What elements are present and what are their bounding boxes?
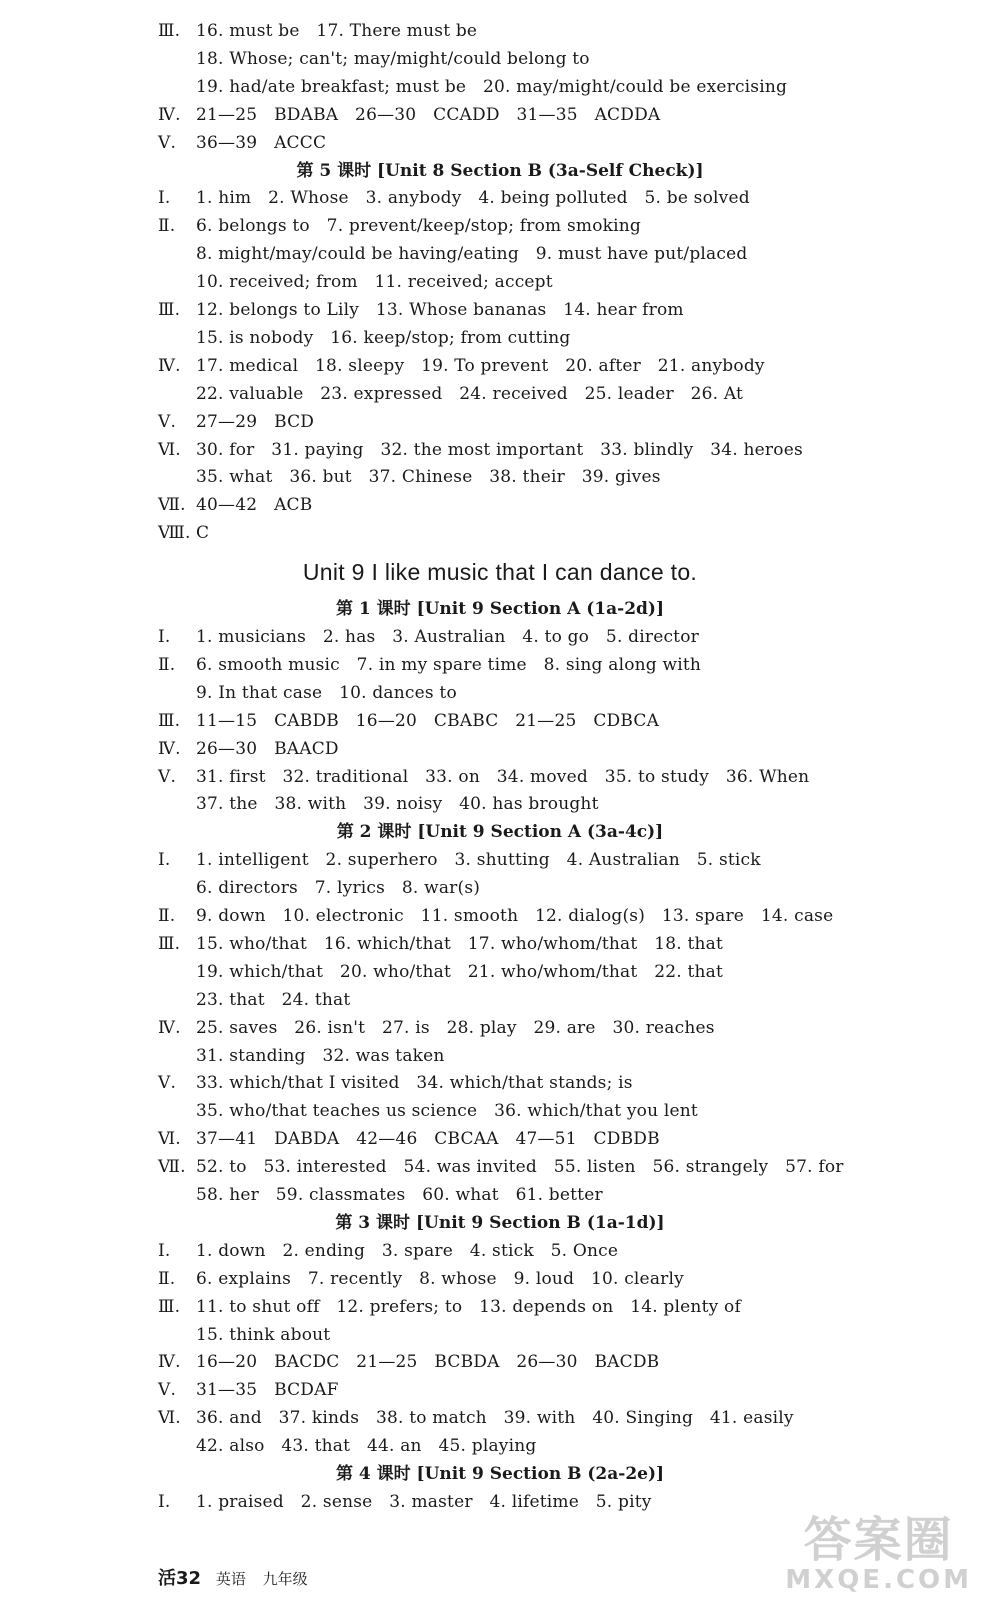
answer-line — [196, 680, 457, 706]
answer-text: 18. Whose; can't; may/might/could belong to — [196, 48, 590, 69]
section-numeral: Ⅵ. — [158, 1408, 181, 1429]
answer-line — [158, 213, 641, 239]
section-numeral: Ⅰ. — [158, 1240, 171, 1261]
page-number: 活32 — [158, 1568, 202, 1589]
section-numeral: Ⅴ. — [158, 411, 177, 432]
section-numeral: Ⅵ. — [158, 439, 181, 460]
answer-text: 15. who/that 16. which/that 17. who/whom/that 18. that — [196, 933, 724, 954]
answer-line — [158, 1070, 633, 1096]
answer-line — [158, 736, 339, 762]
answer-text: 1. praised 2. sense 3. master 4. lifetime 5. pity — [196, 1491, 652, 1512]
answer-text: 23. that 24. that — [196, 989, 351, 1010]
answer-line — [158, 931, 723, 957]
answer-line — [158, 18, 477, 44]
answer-text: 36—39 ACCC — [196, 132, 327, 153]
section-numeral: Ⅴ. — [158, 1380, 177, 1401]
answer-text: 33. which/that I visited 34. which/that stands; is — [196, 1073, 633, 1094]
answer-text: 9. In that case 10. dances to — [196, 682, 457, 703]
answer-line — [158, 1405, 794, 1431]
site-watermark — [785, 1512, 972, 1595]
answer-text: 8. might/may/could be having/eating 9. must have put/placed — [196, 244, 748, 265]
answer-text: 6. belongs to 7. prevent/keep/stop; from smoking — [196, 216, 642, 237]
answer-text: C — [196, 523, 210, 544]
answer-text: 58. her 59. classmates 60. what 61. better — [196, 1185, 603, 1205]
answer-text: 16—20 BACDC 21—25 BCBDA 26—30 BACDB — [196, 1352, 660, 1373]
answer-line — [196, 241, 747, 267]
answer-line — [196, 959, 723, 985]
answer-line — [196, 1322, 330, 1348]
section-numeral: Ⅶ. — [158, 1157, 186, 1178]
answer-text: 1. musicians 2. has 3. Australian 4. to go 5. director — [196, 627, 699, 647]
answer-text: 6. directors 7. lyrics 8. war(s) — [196, 878, 481, 899]
answer-text: 27—29 BCD — [196, 411, 315, 432]
answer-text: 10. received; from 11. received; accept — [196, 272, 553, 293]
lesson-heading: 第 5 课时 [Unit 8 Section B (3a-Self Check)] — [296, 160, 704, 181]
answer-line — [196, 1433, 536, 1459]
lesson-heading: 第 1 课时 [Unit 9 Section A (1a-2d)] — [335, 599, 664, 620]
section-numeral: Ⅲ. — [158, 21, 181, 41]
section-numeral: Ⅷ. — [158, 523, 191, 544]
lesson-heading: 第 2 课时 [Unit 9 Section A (3a-4c)] — [336, 822, 664, 843]
answer-text: 1. intelligent 2. superhero 3. shutting 4. Australian 5. stick — [196, 850, 761, 871]
answer-line — [196, 987, 350, 1013]
section-numeral: Ⅶ. — [158, 495, 186, 516]
answer-text: 16. must be 17. There must be — [196, 21, 478, 41]
answer-line — [196, 1182, 603, 1208]
section-numeral: Ⅱ. — [158, 1268, 176, 1289]
answer-line — [196, 1098, 698, 1124]
answer-text: 42. also 43. that 44. an 45. playing — [196, 1436, 537, 1457]
answer-line — [158, 764, 809, 790]
answer-text: 1. him 2. Whose 3. anybody 4. being polluted 5. be solved — [196, 188, 750, 209]
answer-line — [158, 297, 684, 323]
answer-line — [196, 1043, 445, 1069]
answer-text: 40—42 ACB — [196, 495, 313, 516]
answer-line — [196, 381, 743, 407]
answer-text: 15. is nobody 16. keep/stop; from cutting — [196, 327, 571, 348]
answer-line — [158, 1015, 715, 1041]
answer-line — [158, 1349, 659, 1375]
section-numeral: Ⅱ. — [158, 906, 176, 926]
page-footer — [158, 1568, 320, 1590]
section-numeral: Ⅴ. — [158, 766, 177, 787]
answer-line — [196, 325, 570, 351]
answer-line — [158, 624, 699, 650]
answer-line — [158, 102, 660, 128]
answer-line — [158, 353, 765, 379]
answer-line — [158, 492, 312, 518]
answer-line — [158, 903, 833, 929]
section-numeral: Ⅲ. — [158, 1296, 181, 1317]
answer-line — [158, 1377, 339, 1403]
answer-text: 12. belongs to Lily 13. Whose bananas 14. hear from — [196, 300, 684, 320]
answer-line — [158, 1489, 652, 1515]
answer-line — [158, 409, 314, 435]
answer-text: 17. medical 18. sleepy 19. To prevent 20. after 21. anybody — [196, 355, 765, 376]
answer-text: 21—25 BDABA 26—30 CCADD 31—35 ACDDA — [196, 104, 661, 125]
answer-text: 35. who/that teaches us science 36. which/that you lent — [196, 1101, 698, 1122]
answer-text: 19. which/that 20. who/that 21. who/whom/that 22. that — [196, 961, 724, 982]
answer-text: 11. to shut off 12. prefers; to 13. depends on 14. plenty of — [196, 1296, 741, 1317]
subject-label: 英语 — [215, 1570, 246, 1588]
answer-text: 11—15 CABDB 16—20 CBABC 21—25 CDBCA — [196, 710, 660, 731]
answer-line — [196, 269, 553, 295]
section-numeral: Ⅴ. — [158, 132, 177, 153]
section-numeral: Ⅱ. — [158, 654, 176, 675]
answer-line — [158, 1126, 660, 1152]
unit-title: Unit 9 I like music that I can dance to. — [302, 559, 698, 586]
answer-line — [158, 520, 209, 546]
answer-text: 31—35 BCDAF — [196, 1380, 339, 1401]
answer-text: 19. had/ate breakfast; must be 20. may/might/could be exercising — [196, 76, 788, 97]
answer-text: 36. and 37. kinds 38. to match 39. with 40. Singing 41. easily — [196, 1408, 794, 1429]
section-numeral: Ⅵ. — [158, 1129, 181, 1150]
answer-text: 26—30 BAACD — [196, 738, 339, 759]
section-numeral: Ⅰ. — [158, 188, 171, 209]
section-numeral: Ⅰ. — [158, 850, 171, 871]
section-numeral: Ⅳ. — [158, 104, 181, 125]
answer-text: 30. for 31. paying 32. the most important 33. blindly 34. heroes — [196, 439, 803, 460]
answer-text: 1. down 2. ending 3. spare 4. stick 5. Once — [196, 1240, 619, 1261]
section-numeral: Ⅱ. — [158, 216, 176, 237]
section-numeral: Ⅴ. — [158, 1073, 177, 1094]
watermark-top: 答案圈 — [803, 1512, 954, 1568]
section-numeral: Ⅳ. — [158, 355, 181, 376]
answer-text: 31. first 32. traditional 33. on 34. moved 35. to study 36. When — [196, 766, 810, 787]
watermark-bottom: MXQE.COM — [785, 1565, 972, 1595]
answer-line — [158, 652, 701, 678]
lesson-heading: 第 4 课时 [Unit 9 Section B (2a-2e)] — [335, 1464, 665, 1484]
lesson-heading: 第 3 课时 [Unit 9 Section B (1a-1d)] — [335, 1212, 665, 1233]
section-numeral: Ⅳ. — [158, 1352, 181, 1373]
answer-line — [158, 708, 659, 734]
grade-label: 九年级 — [262, 1570, 308, 1588]
answer-line — [196, 74, 787, 100]
answer-line — [158, 185, 750, 211]
answer-text: 6. smooth music 7. in my spare time 8. sing along with — [196, 654, 702, 675]
answer-text: 6. explains 7. recently 8. whose 9. loud 10. clearly — [196, 1268, 684, 1289]
section-numeral: Ⅲ. — [158, 300, 181, 320]
answer-text: 25. saves 26. isn't 27. is 28. play 29. are 30. reaches — [196, 1017, 715, 1038]
answer-line — [158, 1266, 684, 1292]
answer-line — [158, 130, 326, 156]
answer-text: 22. valuable 23. expressed 24. received 25. leader 26. At — [196, 383, 744, 404]
answer-text: 37. the 38. with 39. noisy 40. has brought — [196, 794, 599, 815]
answer-text: 31. standing 32. was taken — [196, 1045, 445, 1066]
answer-line — [196, 464, 661, 490]
answer-line — [158, 1294, 741, 1320]
answer-text: 35. what 36. but 37. Chinese 38. their 39. gives — [196, 467, 661, 488]
answer-line — [158, 1154, 844, 1180]
answer-line — [196, 791, 599, 817]
answer-text: 52. to 53. interested 54. was invited 55. listen 56. strangely 57. for — [196, 1157, 844, 1178]
answer-text: 9. down 10. electronic 11. smooth 12. dialog(s) 13. spare 14. case — [196, 906, 834, 926]
section-numeral: Ⅲ. — [158, 710, 181, 731]
section-numeral: Ⅰ. — [158, 1491, 171, 1512]
answer-line — [158, 1238, 618, 1264]
answer-line — [196, 875, 480, 901]
section-numeral: Ⅳ. — [158, 738, 181, 759]
answer-line — [158, 847, 761, 873]
answer-text: 37—41 DABDA 42—46 CBCAA 47—51 CDBDB — [196, 1129, 660, 1150]
section-numeral: Ⅳ. — [158, 1017, 181, 1038]
answer-text: 15. think about — [196, 1324, 331, 1345]
answer-line — [196, 46, 590, 72]
section-numeral: Ⅲ. — [158, 933, 181, 954]
section-numeral: Ⅰ. — [158, 627, 171, 647]
answer-line — [158, 437, 803, 463]
